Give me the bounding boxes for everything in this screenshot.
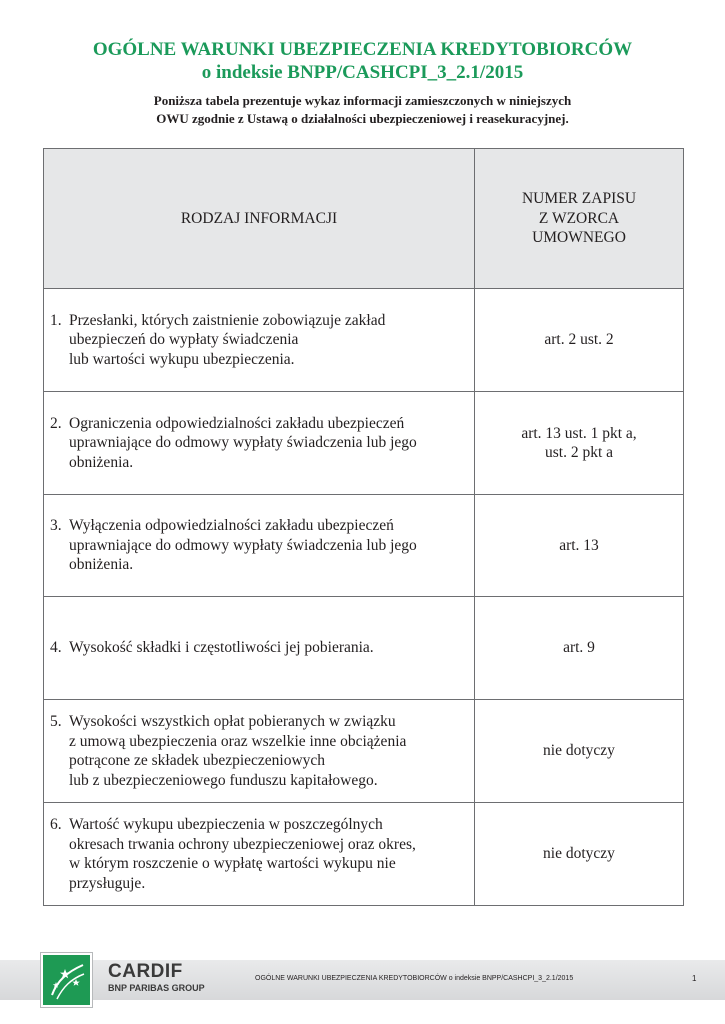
description-line: obniżenia.: [69, 453, 134, 471]
page-number: 1: [692, 974, 697, 983]
description-line: Wyłączenia odpowiedzialności zakładu ubezpieczeń: [69, 517, 394, 535]
description-line: Wysokość składki i częstotliwości jej pobierania.: [69, 639, 374, 657]
footer-document-title: OGÓLNE WARUNKI UBEZPIECZENIA KREDYTOBIORCÓW o indeksie BNPP/CASHCPI_3_2.1/2015: [255, 975, 574, 982]
row-description: [44, 597, 475, 700]
row-number: 3.: [50, 517, 62, 535]
description-line: ubezpieczeń do wypłaty świadczenia: [69, 331, 299, 349]
description-line: przysługuje.: [69, 874, 146, 892]
row-reference: [475, 392, 684, 495]
column-header-line: NUMER ZAPISU: [521, 190, 637, 208]
description-line: Ograniczenia odpowiedzialności zakładu ubezpieczeń: [69, 414, 405, 432]
row-description: [44, 392, 475, 495]
description-line: obniżenia.: [69, 556, 134, 574]
reference-line: art. 13 ust. 1 pkt a,: [521, 424, 637, 442]
brand-name: CARDIF: [108, 961, 183, 982]
row-reference: [475, 597, 684, 700]
row-description: [44, 495, 475, 597]
table-row: [44, 495, 684, 597]
description-line: lub z ubezpieczeniowego funduszu kapitałowego.: [69, 771, 378, 789]
column-header-clause-number: [475, 149, 684, 289]
subtitle-line-2: OWU zgodnie z Ustawą o działalności ubezpieczeniowej i reasekuracyjnej.: [156, 111, 569, 126]
table-row: [44, 803, 684, 906]
brand-group: BNP PARIBAS GROUP: [108, 983, 205, 993]
description-line: Wartość wykupu ubezpieczenia w poszczególnych: [69, 816, 383, 833]
row-number: 4.: [50, 639, 62, 657]
description-line: uprawniające do odmowy wypłaty świadczenia lub jego: [69, 434, 417, 452]
description-line: uprawniające do odmowy wypłaty świadczenia lub jego: [69, 536, 417, 554]
row-number: 2.: [50, 414, 62, 432]
row-number: 5.: [50, 713, 62, 730]
reference-line: ust. 2 pkt a: [544, 444, 614, 461]
row-description: [44, 700, 475, 803]
row-description: [44, 289, 475, 392]
description-line: w którym roszczenie o wypłatę wartości wykupu nie: [69, 855, 396, 872]
table-row: [44, 289, 684, 392]
description-line: okresach trwania ochrony ubezpieczeniowej oraz okres,: [69, 835, 416, 853]
table-header-row: [44, 149, 684, 289]
row-description: [44, 803, 475, 906]
title-line-1: OGÓLNE WARUNKI UBEZPIECZENIA KREDYTOBIORCÓW: [92, 39, 633, 60]
subtitle-line-1: Poniższa tabela prezentuje wykaz informacji zamieszczonych w niniejszych: [153, 93, 572, 108]
reference-line: art. 13: [559, 536, 599, 554]
reference-line: nie dotyczy: [543, 845, 615, 863]
description-line: Przesłanki, których zaistnienie zobowiązuje zakład: [69, 311, 386, 329]
reference-line: nie dotyczy: [543, 742, 615, 760]
row-reference: [475, 289, 684, 392]
row-reference: [475, 803, 684, 906]
stars-logo-icon: [41, 953, 92, 1007]
row-number: 1.: [50, 311, 62, 329]
table-row: [44, 597, 684, 700]
description-line: z umową ubezpieczenia oraz wszelkie inne obciążenia: [69, 732, 407, 750]
document-subtitle: [0, 92, 725, 128]
reference-line: art. 9: [563, 639, 595, 657]
description-line: Wysokości wszystkich opłat pobieranych w związku: [69, 713, 396, 730]
column-header-line: Z WZORCA: [538, 209, 620, 227]
row-reference: [475, 495, 684, 597]
description-line: potrącone ze składek ubezpieczeniowych: [69, 752, 326, 769]
table-row: [44, 700, 684, 803]
table-row: [44, 392, 684, 495]
row-reference: [475, 700, 684, 803]
column-header-line: UMOWNEGO: [532, 229, 626, 247]
row-number: 6.: [50, 816, 62, 833]
document-title: [0, 38, 725, 84]
description-line: lub wartości wykupu ubezpieczenia.: [69, 350, 295, 368]
column-header-information-type: RODZAJ INFORMACJI: [44, 149, 475, 289]
reference-line: art. 2 ust. 2: [544, 331, 614, 349]
information-table: [43, 148, 684, 906]
title-line-2: o indeksie BNPP/CASHCPI_3_2.1/2015: [201, 62, 524, 83]
